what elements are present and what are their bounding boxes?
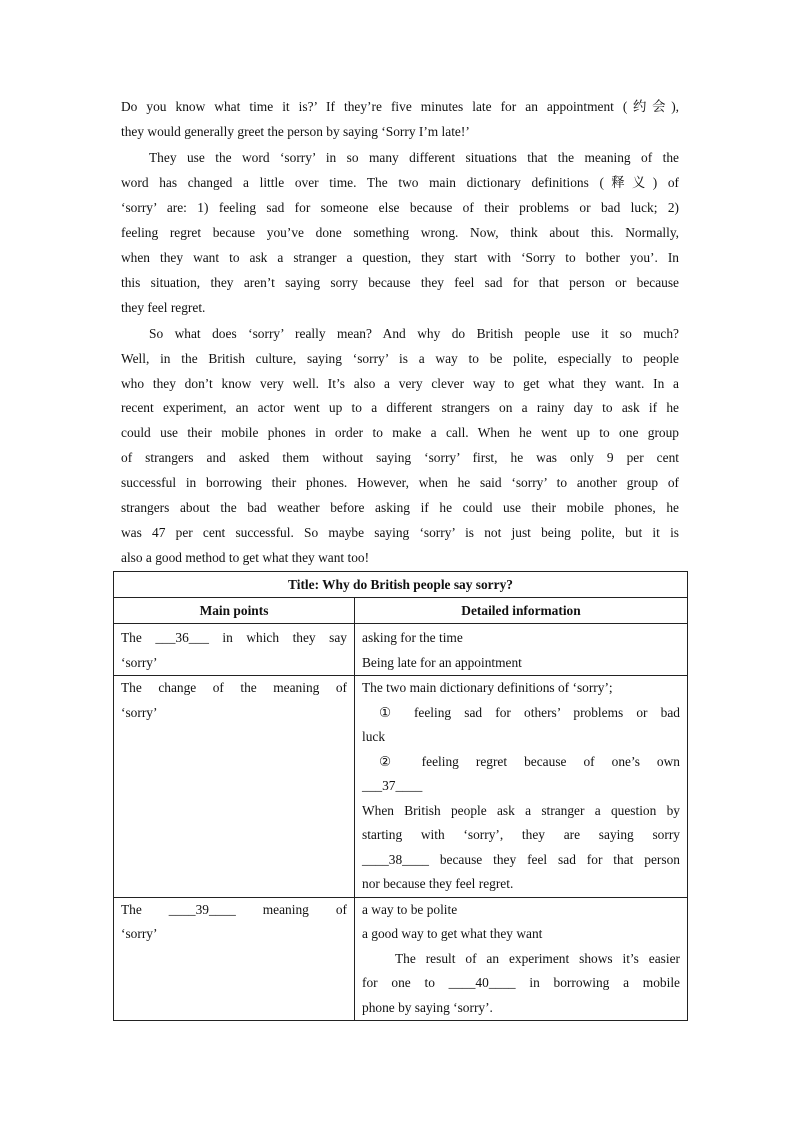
passage-line: could use their mobile phones in order to make a call. When he went up to one group (121, 425, 679, 440)
cell-line: ___37____ (362, 778, 423, 793)
passage-line: strangers about the bad weather before asking if he could use their mobile phones, he (121, 500, 679, 515)
passage-line: feeling regret because you’ve done something wrong. Now, think about this. Normally, (121, 225, 679, 240)
passage-line: word has changed a little over time. The two main dictionary definitions (释义) of (121, 175, 679, 190)
passage-line: when they want to ask a stranger a question, they start with ‘Sorry to bother you’. In (121, 250, 679, 265)
passage-line: they feel regret. (121, 300, 206, 315)
passage-line: also a good method to get what they want too! (121, 550, 370, 565)
table-row (114, 676, 688, 898)
passage-line: Well, in the British culture, saying ‘sorry’ is a way to be polite, especially to people (121, 351, 679, 366)
column-header-detailed-information: Detailed information (355, 598, 688, 624)
passage-line: of strangers and asked them without saying ‘sorry’ first, he was only 9 per cent (121, 450, 679, 465)
cell-line: ‘sorry’ (121, 926, 158, 941)
summary-table (113, 571, 688, 1021)
main-point-cell (114, 897, 355, 1021)
cell-line: ____38____ because they feel sad for that person (362, 851, 680, 867)
cell-line: ‘sorry’ (121, 704, 158, 720)
cell-line: Being late for an appointment (362, 654, 522, 670)
passage-line: this situation, they aren’t saying sorry because they feel sad for that person or because (121, 275, 679, 290)
passage-line: was 47 per cent successful. So maybe saying ‘sorry’ is not just being polite, but it is (121, 525, 679, 540)
detail-cell (355, 676, 688, 898)
cell-line: a way to be polite (362, 901, 458, 917)
detail-cell (355, 624, 688, 676)
cell-line: The ____39____ meaning of (121, 901, 347, 917)
cell-line: ② feeling regret because of one’s own (379, 753, 680, 769)
cell-line: The ___36___ in which they say (121, 630, 347, 645)
cell-line: When British people ask a stranger a question by (362, 802, 680, 818)
column-header-main-points: Main points (114, 598, 355, 624)
table-row (114, 897, 688, 1021)
cell-line: asking for the time (362, 630, 463, 645)
cell-line: starting with ‘sorry’, they are saying sorry (362, 827, 680, 842)
cell-line: for one to ____40____ in borrowing a mobile (362, 975, 680, 990)
passage-line: successful in borrowing their phones. However, when he said ‘sorry’ to another group of (121, 475, 679, 490)
cell-line: phone by saying ‘sorry’. (362, 999, 493, 1015)
passage-line: ‘sorry’ are: 1) feeling sad for someone else because of their problems or bad luck; 2) (121, 200, 679, 215)
detail-cell (355, 897, 688, 1021)
passage-line: they would generally greet the person by saying ‘Sorry I’m late!’ (121, 124, 470, 139)
cell-line: luck (362, 729, 386, 744)
cell-line: a good way to get what they want (362, 926, 543, 941)
passage-line: They use the word ‘sorry’ in so many different situations that the meaning of the (149, 150, 679, 165)
cell-line: nor because they feel regret. (362, 876, 514, 891)
table-title: Title: Why do British people say sorry? (114, 572, 688, 598)
cell-line: ‘sorry’ (121, 654, 158, 670)
cell-line: The change of the meaning of (121, 680, 347, 695)
cell-line: ① feeling sad for others’ problems or bad (379, 704, 680, 720)
passage-line: recent experiment, an actor went up to a different strangers on a rainy day to ask if he (121, 400, 679, 415)
main-point-cell (114, 676, 355, 898)
passage-line: So what does ‘sorry’ really mean? And why do British people use it so much? (149, 326, 679, 341)
passage-line: Do you know what time it is?’ If they’re five minutes late for an appointment (约会), (121, 99, 679, 114)
main-point-cell (114, 624, 355, 676)
table-row (114, 624, 688, 676)
cell-line: The two main dictionary definitions of ‘sorry’; (362, 680, 613, 695)
cell-line: The result of an experiment shows it’s easier (395, 950, 680, 966)
passage-line: who they don’t know very well. It’s also a very clever way to get what they want. In a (121, 376, 679, 391)
